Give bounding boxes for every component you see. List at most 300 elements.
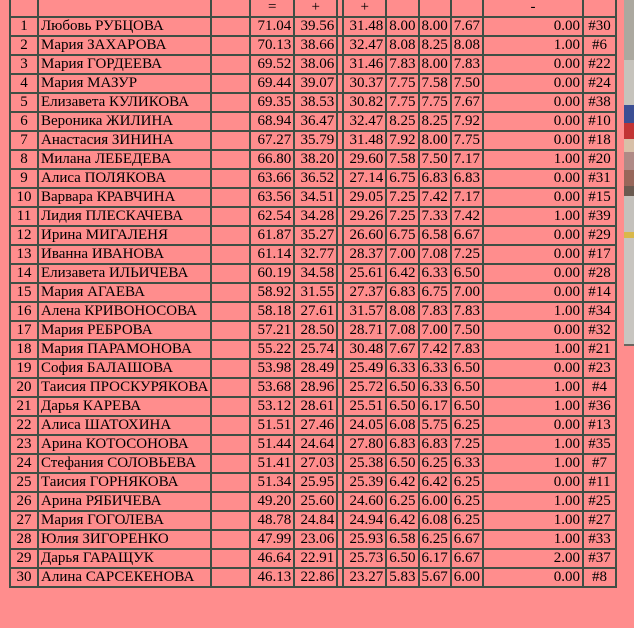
table-row — [10, 321, 616, 340]
pcs-score-cell: 31.46 — [343, 55, 386, 74]
table-row — [10, 283, 616, 302]
total-score-cell: 48.78 — [250, 511, 294, 530]
deductions-cell: 0.00 — [483, 93, 583, 112]
start-number-cell: #28 — [583, 264, 616, 283]
component-1-cell: 7.00 — [386, 245, 418, 264]
skater-name-cell: Мария ГОРДЕЕВА — [38, 55, 211, 74]
rank-cell: 8 — [10, 150, 38, 169]
total-score-cell: 58.92 — [250, 283, 294, 302]
tes-score-cell: 24.64 — [294, 435, 337, 454]
total-score-cell: 51.51 — [250, 416, 294, 435]
skater-name-cell: Стефания СОЛОВЬЕВА — [38, 454, 211, 473]
total-score-cell: 53.98 — [250, 359, 294, 378]
club-cell — [211, 321, 250, 340]
start-number-cell: #15 — [583, 188, 616, 207]
start-number-cell: #25 — [583, 492, 616, 511]
rank-cell: 9 — [10, 169, 38, 188]
component-3-cell: 6.25 — [451, 473, 483, 492]
header-club — [211, 0, 250, 17]
header-tes-symbol: + — [294, 0, 337, 17]
rank-cell: 29 — [10, 549, 38, 568]
pcs-score-cell: 27.37 — [343, 283, 386, 302]
component-1-cell: 7.75 — [386, 74, 418, 93]
component-3-cell: 6.25 — [451, 492, 483, 511]
total-score-cell: 71.04 — [250, 17, 294, 36]
start-number-cell: #36 — [583, 397, 616, 416]
deductions-cell: 0.00 — [483, 473, 583, 492]
component-3-cell: 7.42 — [451, 207, 483, 226]
table-row — [10, 416, 616, 435]
table-row — [10, 226, 616, 245]
table-row — [10, 207, 616, 226]
component-2-cell: 7.42 — [419, 188, 451, 207]
component-1-cell: 6.50 — [386, 454, 418, 473]
deductions-cell: 0.00 — [483, 245, 583, 264]
tes-score-cell: 25.60 — [294, 492, 337, 511]
tes-score-cell: 25.95 — [294, 473, 337, 492]
rank-cell: 25 — [10, 473, 38, 492]
component-3-cell: 7.67 — [451, 93, 483, 112]
component-1-cell: 6.50 — [386, 397, 418, 416]
deductions-cell: 0.00 — [483, 112, 583, 131]
skater-name-cell: Любовь РУБЦОВА — [38, 17, 211, 36]
club-cell — [211, 302, 250, 321]
table-row — [10, 359, 616, 378]
component-1-cell: 7.83 — [386, 55, 418, 74]
component-1-cell: 7.25 — [386, 188, 418, 207]
component-2-cell: 7.83 — [419, 302, 451, 321]
club-cell — [211, 264, 250, 283]
deductions-cell: 0.00 — [483, 226, 583, 245]
club-cell — [211, 511, 250, 530]
pcs-score-cell: 25.72 — [343, 378, 386, 397]
component-1-cell: 6.42 — [386, 473, 418, 492]
deductions-cell: 0.00 — [483, 131, 583, 150]
component-3-cell: 6.50 — [451, 378, 483, 397]
tes-score-cell: 28.49 — [294, 359, 337, 378]
component-2-cell: 6.25 — [419, 454, 451, 473]
pcs-score-cell: 27.14 — [343, 169, 386, 188]
component-1-cell: 6.42 — [386, 264, 418, 283]
total-score-cell: 51.41 — [250, 454, 294, 473]
header-rank — [10, 0, 38, 17]
skater-name-cell: Мария ПАРАМОНОВА — [38, 340, 211, 359]
component-1-cell: 7.75 — [386, 93, 418, 112]
club-cell — [211, 283, 250, 302]
deductions-cell: 1.00 — [483, 378, 583, 397]
pcs-score-cell: 32.47 — [343, 36, 386, 55]
component-2-cell: 6.42 — [419, 473, 451, 492]
skater-name-cell: Елизавета КУЛИКОВА — [38, 93, 211, 112]
tes-score-cell: 28.50 — [294, 321, 337, 340]
component-2-cell: 6.00 — [419, 492, 451, 511]
pcs-score-cell: 29.26 — [343, 207, 386, 226]
rank-cell: 20 — [10, 378, 38, 397]
component-2-cell: 6.33 — [419, 378, 451, 397]
club-cell — [211, 93, 250, 112]
table-row — [10, 530, 616, 549]
table-row — [10, 55, 616, 74]
component-2-cell: 6.83 — [419, 435, 451, 454]
component-1-cell: 6.50 — [386, 549, 418, 568]
header-component-1 — [386, 0, 418, 17]
start-number-cell: #10 — [583, 112, 616, 131]
pcs-score-cell: 31.57 — [343, 302, 386, 321]
deductions-cell: 0.00 — [483, 17, 583, 36]
tes-score-cell: 22.91 — [294, 549, 337, 568]
table-row — [10, 93, 616, 112]
component-2-cell: 7.42 — [419, 340, 451, 359]
start-number-cell: #33 — [583, 530, 616, 549]
component-2-cell: 6.83 — [419, 169, 451, 188]
pcs-score-cell: 26.60 — [343, 226, 386, 245]
table-row — [10, 74, 616, 93]
tes-score-cell: 28.61 — [294, 397, 337, 416]
total-score-cell: 61.87 — [250, 226, 294, 245]
background-segment — [624, 152, 634, 170]
component-1-cell: 6.83 — [386, 435, 418, 454]
start-number-cell: #34 — [583, 302, 616, 321]
total-score-cell: 67.27 — [250, 131, 294, 150]
club-cell — [211, 169, 250, 188]
total-score-cell: 49.20 — [250, 492, 294, 511]
pcs-score-cell: 27.80 — [343, 435, 386, 454]
skater-name-cell: Мария АГАЕВА — [38, 283, 211, 302]
component-2-cell: 6.75 — [419, 283, 451, 302]
deductions-cell: 0.00 — [483, 264, 583, 283]
component-1-cell: 8.00 — [386, 17, 418, 36]
start-number-cell: #31 — [583, 169, 616, 188]
rank-cell: 28 — [10, 530, 38, 549]
deductions-cell: 0.00 — [483, 321, 583, 340]
component-2-cell: 8.25 — [419, 112, 451, 131]
rank-cell: 10 — [10, 188, 38, 207]
component-3-cell: 7.67 — [451, 17, 483, 36]
component-2-cell: 7.75 — [419, 93, 451, 112]
component-1-cell: 6.75 — [386, 169, 418, 188]
tes-score-cell: 35.79 — [294, 131, 337, 150]
skater-name-cell: Ирина МИГАЛЕНЯ — [38, 226, 211, 245]
deductions-cell: 1.00 — [483, 302, 583, 321]
component-1-cell: 7.58 — [386, 150, 418, 169]
total-score-cell: 51.34 — [250, 473, 294, 492]
component-3-cell: 6.67 — [451, 226, 483, 245]
component-1-cell: 8.08 — [386, 302, 418, 321]
component-1-cell: 6.58 — [386, 530, 418, 549]
deductions-cell: 1.00 — [483, 36, 583, 55]
component-1-cell: 6.75 — [386, 226, 418, 245]
total-score-cell: 68.94 — [250, 112, 294, 131]
club-cell — [211, 473, 250, 492]
table-row — [10, 473, 616, 492]
component-3-cell: 7.83 — [451, 55, 483, 74]
tes-score-cell: 27.61 — [294, 302, 337, 321]
background-segment — [624, 196, 634, 232]
total-score-cell: 51.44 — [250, 435, 294, 454]
club-cell — [211, 245, 250, 264]
tes-score-cell: 38.06 — [294, 55, 337, 74]
pcs-score-cell: 30.48 — [343, 340, 386, 359]
component-3-cell: 6.50 — [451, 397, 483, 416]
component-3-cell: 7.17 — [451, 150, 483, 169]
start-number-cell: #7 — [583, 454, 616, 473]
component-3-cell: 6.50 — [451, 264, 483, 283]
start-number-cell: #22 — [583, 55, 616, 74]
component-2-cell: 8.25 — [419, 36, 451, 55]
skater-name-cell: Арина РЯБИЧЕВА — [38, 492, 211, 511]
table-row — [10, 378, 616, 397]
component-2-cell: 7.33 — [419, 207, 451, 226]
club-cell — [211, 530, 250, 549]
skater-name-cell: Алина САРСЕКЕНОВА — [38, 568, 211, 587]
total-score-cell: 47.99 — [250, 530, 294, 549]
tes-score-cell: 24.84 — [294, 511, 337, 530]
club-cell — [211, 150, 250, 169]
skater-name-cell: Арина КОТОСОНОВА — [38, 435, 211, 454]
skater-name-cell: Дарья ГАРАЩУК — [38, 549, 211, 568]
skater-name-cell: Анастасия ЗИНИНА — [38, 131, 211, 150]
start-number-cell: #24 — [583, 74, 616, 93]
deductions-cell: 0.00 — [483, 283, 583, 302]
table-row — [10, 36, 616, 55]
start-number-cell: #37 — [583, 549, 616, 568]
tes-score-cell: 34.58 — [294, 264, 337, 283]
component-2-cell: 6.58 — [419, 226, 451, 245]
header-row — [10, 0, 616, 17]
skater-name-cell: Вероника ЖИЛИНА — [38, 112, 211, 131]
table-row — [10, 245, 616, 264]
table-row — [10, 112, 616, 131]
skater-name-cell: Алиса ШАТОХИНА — [38, 416, 211, 435]
component-1-cell: 7.25 — [386, 207, 418, 226]
background-segment — [624, 0, 634, 60]
pcs-score-cell: 30.37 — [343, 74, 386, 93]
skater-name-cell: Варвара КРАВЧИНА — [38, 188, 211, 207]
tes-score-cell: 36.47 — [294, 112, 337, 131]
component-2-cell: 7.08 — [419, 245, 451, 264]
tes-score-cell: 38.20 — [294, 150, 337, 169]
deductions-cell: 2.00 — [483, 549, 583, 568]
component-3-cell: 8.08 — [451, 36, 483, 55]
component-3-cell: 7.50 — [451, 321, 483, 340]
start-number-cell: #30 — [583, 17, 616, 36]
pcs-score-cell: 25.61 — [343, 264, 386, 283]
deductions-cell: 1.00 — [483, 492, 583, 511]
header-name — [38, 0, 211, 17]
component-2-cell: 7.50 — [419, 150, 451, 169]
component-1-cell: 7.67 — [386, 340, 418, 359]
background-window-sliver — [624, 0, 634, 346]
component-2-cell: 7.58 — [419, 74, 451, 93]
skater-name-cell: Милана ЛЕБЕДЕВА — [38, 150, 211, 169]
tes-score-cell: 31.55 — [294, 283, 337, 302]
skater-name-cell: Мария ГОГОЛЕВА — [38, 511, 211, 530]
club-cell — [211, 492, 250, 511]
table-row — [10, 150, 616, 169]
rank-cell: 7 — [10, 131, 38, 150]
start-number-cell: #39 — [583, 207, 616, 226]
component-2-cell: 8.00 — [419, 17, 451, 36]
rank-cell: 23 — [10, 435, 38, 454]
table-row — [10, 131, 616, 150]
rank-cell: 30 — [10, 568, 38, 587]
skater-name-cell: Алиса ПОЛЯКОВА — [38, 169, 211, 188]
total-score-cell: 53.68 — [250, 378, 294, 397]
component-1-cell: 6.08 — [386, 416, 418, 435]
total-score-cell: 46.13 — [250, 568, 294, 587]
tes-score-cell: 27.03 — [294, 454, 337, 473]
skater-name-cell: София БАЛАШОВА — [38, 359, 211, 378]
rank-cell: 14 — [10, 264, 38, 283]
component-3-cell: 6.67 — [451, 549, 483, 568]
skater-name-cell: Лидия ПЛЕСКАЧЕВА — [38, 207, 211, 226]
club-cell — [211, 340, 250, 359]
club-cell — [211, 188, 250, 207]
deductions-cell: 1.00 — [483, 340, 583, 359]
component-1-cell: 7.08 — [386, 321, 418, 340]
background-segment — [624, 238, 634, 344]
pcs-score-cell: 25.93 — [343, 530, 386, 549]
total-score-cell: 63.56 — [250, 188, 294, 207]
component-2-cell: 6.17 — [419, 549, 451, 568]
table-row — [10, 511, 616, 530]
club-cell — [211, 416, 250, 435]
rank-cell: 21 — [10, 397, 38, 416]
rank-cell: 3 — [10, 55, 38, 74]
start-number-cell: #14 — [583, 283, 616, 302]
deductions-cell: 1.00 — [483, 207, 583, 226]
component-3-cell: 6.00 — [451, 568, 483, 587]
deductions-cell: 0.00 — [483, 188, 583, 207]
component-3-cell: 7.17 — [451, 188, 483, 207]
pcs-score-cell: 29.60 — [343, 150, 386, 169]
total-score-cell: 46.64 — [250, 549, 294, 568]
component-2-cell: 6.08 — [419, 511, 451, 530]
club-cell — [211, 74, 250, 93]
table-row — [10, 568, 616, 587]
header-component-3 — [451, 0, 483, 17]
rank-cell: 2 — [10, 36, 38, 55]
component-2-cell: 5.75 — [419, 416, 451, 435]
skater-name-cell: Дарья КАРЕВА — [38, 397, 211, 416]
header-deductions-symbol: - — [483, 0, 583, 17]
tes-score-cell: 36.52 — [294, 169, 337, 188]
background-segment — [624, 344, 634, 346]
rank-cell: 6 — [10, 112, 38, 131]
component-3-cell: 6.25 — [451, 416, 483, 435]
start-number-cell: #23 — [583, 359, 616, 378]
club-cell — [211, 131, 250, 150]
tes-score-cell: 39.56 — [294, 17, 337, 36]
pcs-score-cell: 32.47 — [343, 112, 386, 131]
background-segment — [624, 123, 634, 139]
start-number-cell: #27 — [583, 511, 616, 530]
table-row — [10, 435, 616, 454]
deductions-cell: 1.00 — [483, 150, 583, 169]
skater-name-cell: Таисия ГОРНЯКОВА — [38, 473, 211, 492]
club-cell — [211, 435, 250, 454]
deductions-cell: 1.00 — [483, 530, 583, 549]
tes-score-cell: 27.46 — [294, 416, 337, 435]
club-cell — [211, 549, 250, 568]
start-number-cell: #32 — [583, 321, 616, 340]
pcs-score-cell: 30.82 — [343, 93, 386, 112]
component-1-cell: 7.92 — [386, 131, 418, 150]
pcs-score-cell: 24.05 — [343, 416, 386, 435]
deductions-cell: 1.00 — [483, 511, 583, 530]
rank-cell: 26 — [10, 492, 38, 511]
table-row — [10, 340, 616, 359]
component-3-cell: 6.25 — [451, 511, 483, 530]
club-cell — [211, 226, 250, 245]
component-1-cell: 6.33 — [386, 359, 418, 378]
club-cell — [211, 568, 250, 587]
table-row — [10, 454, 616, 473]
skater-name-cell: Елизавета ИЛЬИЧЕВА — [38, 264, 211, 283]
tes-score-cell: 25.74 — [294, 340, 337, 359]
start-number-cell: #35 — [583, 435, 616, 454]
table-row — [10, 549, 616, 568]
table-row — [10, 169, 616, 188]
deductions-cell: 1.00 — [483, 435, 583, 454]
rank-cell: 13 — [10, 245, 38, 264]
header-component-2 — [419, 0, 451, 17]
pcs-score-cell: 24.94 — [343, 511, 386, 530]
total-score-cell: 55.22 — [250, 340, 294, 359]
component-2-cell: 6.25 — [419, 530, 451, 549]
deductions-cell: 0.00 — [483, 55, 583, 74]
component-3-cell: 7.75 — [451, 131, 483, 150]
total-score-cell: 57.21 — [250, 321, 294, 340]
club-cell — [211, 378, 250, 397]
start-number-cell: #38 — [583, 93, 616, 112]
club-cell — [211, 397, 250, 416]
table-row — [10, 302, 616, 321]
tes-score-cell: 28.96 — [294, 378, 337, 397]
deductions-cell: 0.00 — [483, 416, 583, 435]
background-segment — [624, 139, 634, 152]
tes-score-cell: 32.77 — [294, 245, 337, 264]
deductions-cell: 0.00 — [483, 568, 583, 587]
rank-cell: 11 — [10, 207, 38, 226]
start-number-cell: #6 — [583, 36, 616, 55]
rank-cell: 5 — [10, 93, 38, 112]
rank-cell: 17 — [10, 321, 38, 340]
component-3-cell: 6.33 — [451, 454, 483, 473]
skater-name-cell: Мария МАЗУР — [38, 74, 211, 93]
skater-name-cell: Алена КРИВОНОСОВА — [38, 302, 211, 321]
component-1-cell: 6.42 — [386, 511, 418, 530]
component-1-cell: 8.08 — [386, 36, 418, 55]
tes-score-cell: 34.51 — [294, 188, 337, 207]
deductions-cell: 1.00 — [483, 454, 583, 473]
start-number-cell: #20 — [583, 150, 616, 169]
rank-cell: 22 — [10, 416, 38, 435]
component-3-cell: 6.83 — [451, 169, 483, 188]
tes-score-cell: 38.66 — [294, 36, 337, 55]
skater-name-cell: Иванна ИВАНОВА — [38, 245, 211, 264]
start-number-cell: #13 — [583, 416, 616, 435]
component-3-cell: 7.83 — [451, 302, 483, 321]
total-score-cell: 66.80 — [250, 150, 294, 169]
component-1-cell: 8.25 — [386, 112, 418, 131]
component-1-cell: 6.50 — [386, 378, 418, 397]
component-2-cell: 6.17 — [419, 397, 451, 416]
header-pcs-symbol: + — [343, 0, 386, 17]
rank-cell: 27 — [10, 511, 38, 530]
start-number-cell: #29 — [583, 226, 616, 245]
background-segment — [624, 60, 634, 105]
